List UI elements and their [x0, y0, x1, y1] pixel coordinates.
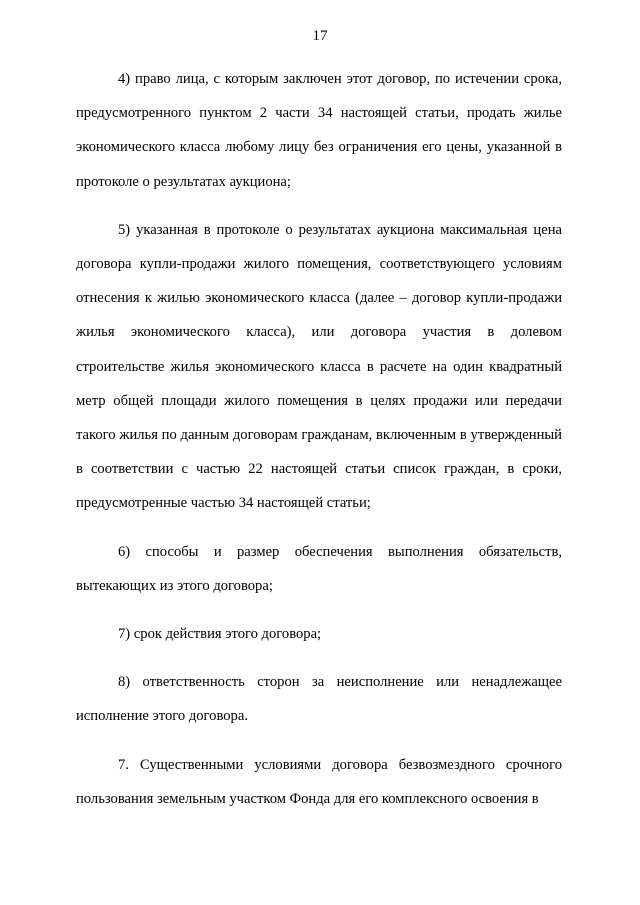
paragraph-item-8: 8) ответственность сторон за неисполнение или ненадлежащее исполнение этого договора. [76, 674, 562, 725]
paragraph-item-6: 6) способы и размер обеспечения выполнения обязательств, вытекающих из этого договора; [76, 543, 562, 594]
paragraph-item-4: 4) право лица, с которым заключен этот договор, по истечении срока, предусмотренного пунктом 2 части 34 настоящей статьи, продать жилье экономического класса любому лицу без ограничения его цены, указанной в протоколе о результатах аукциона; [76, 71, 562, 190]
paragraph-item-5: 5) указанная в протоколе о результатах аукциона максимальная цена договора купли-продажи жилого помещения, соответствующего условиям отнесения к жилью экономического класса (далее – договор купли-продажи жилья экономического класса), или договора участия в долевом строительстве жилья экономического класса в расчете на один квадратный метр общей площади жилого помещения в целях продажи или передачи такого жилья по данным договорам гражданам, включенным в утвержденный в соответствии с частью 22 настоящей статьи список граждан, в сроки, предусмотренные частью 34 настоящей статьи; [76, 221, 562, 512]
paragraph-clause-7: 7. Существенными условиями договора безвозмездного срочного пользования земельным участком Фонда для его комплексного освоения в [76, 756, 562, 807]
document-body [76, 62, 562, 816]
paragraph-item-7: 7) срок действия этого договора; [118, 626, 322, 643]
page-number: 17 [312, 28, 328, 44]
